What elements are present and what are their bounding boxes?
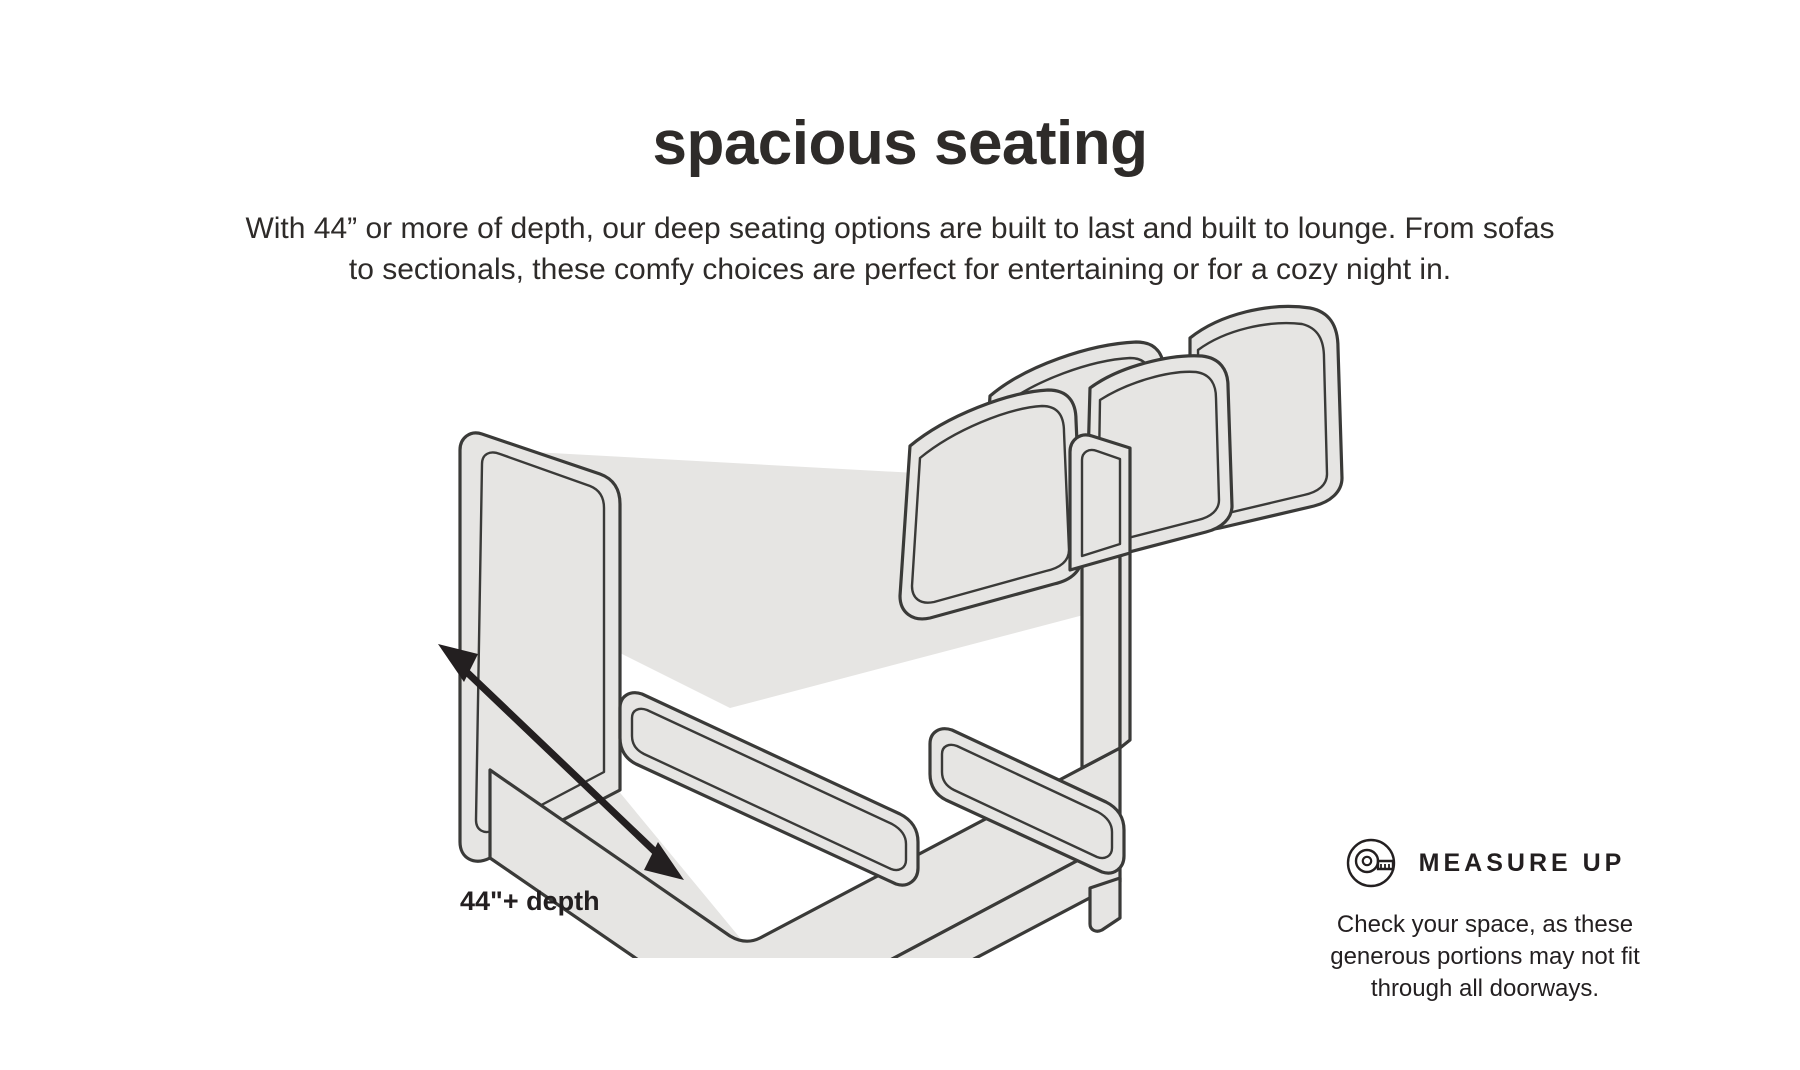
measure-up-block <box>1310 835 1660 1005</box>
depth-dimension-label: 44"+ depth <box>460 886 600 916</box>
tape-measure-icon <box>1345 835 1401 891</box>
page-title: spacious seating <box>652 108 1148 178</box>
measure-up-body: Check your space, as these generous portions may not fit through all doorways. <box>1330 911 1640 1002</box>
measure-up-title: MEASURE UP <box>1418 848 1626 877</box>
sofa-illustration <box>430 278 1430 958</box>
measure-up-header <box>1310 835 1660 891</box>
page-subtitle: With 44” or more of depth, our deep seating options are built to last and built to lounge. From sofas to sectionals, these comfy choices are perfect for entertaining or for a cozy night in. <box>245 212 1555 287</box>
